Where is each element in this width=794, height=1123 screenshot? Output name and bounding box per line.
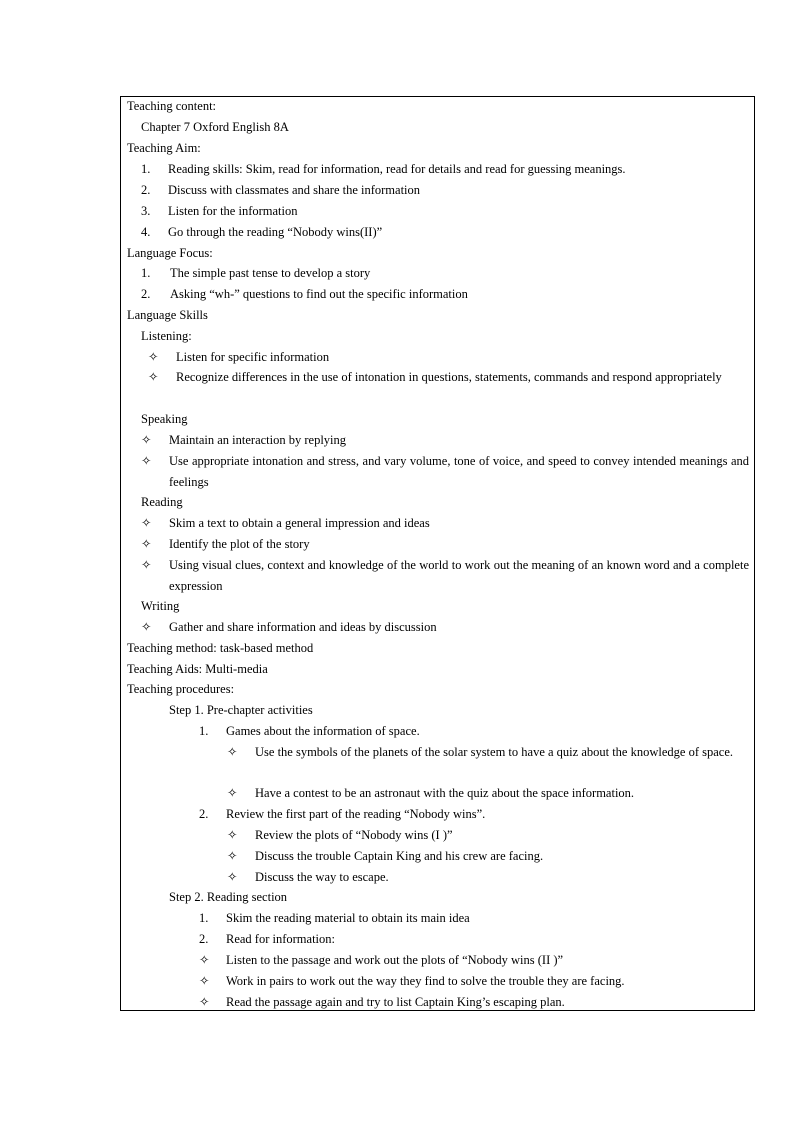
diamond-bullet-icon: ✧ bbox=[227, 870, 238, 884]
diamond-bullet-icon: ✧ bbox=[227, 786, 238, 800]
step1-sub-2: Have a contest to be an astronaut with the quiz about the space information. bbox=[255, 786, 635, 800]
diamond-bullet-icon: ✧ bbox=[148, 350, 159, 364]
focus-item-2: Asking “wh-” questions to find out the specific information bbox=[170, 287, 468, 301]
step2-num-1: 1. bbox=[199, 911, 209, 925]
aim-item-4: Go through the reading “Nobody wins(II)” bbox=[168, 225, 383, 239]
step1-item-2: Review the first part of the reading “Nobody wins”. bbox=[226, 807, 486, 821]
step2-item-2: Read for information: bbox=[226, 932, 335, 946]
teaching-method: Teaching method: task-based method bbox=[127, 641, 314, 655]
aim-item-2: Discuss with classmates and share the information bbox=[168, 183, 421, 197]
step2-item-1: Skim the reading material to obtain its main idea bbox=[226, 911, 470, 925]
diamond-bullet-icon: ✧ bbox=[141, 558, 152, 572]
step2-bullet-2: Work in pairs to work out the way they find to solve the trouble they are facing. bbox=[226, 974, 625, 988]
step2-title: Step 2. Reading section bbox=[169, 890, 288, 904]
teaching-content-value: Chapter 7 Oxford English 8A bbox=[141, 120, 289, 134]
teaching-aim-label: Teaching Aim: bbox=[127, 141, 201, 155]
diamond-bullet-icon: ✧ bbox=[227, 745, 238, 759]
speaking-item-2: Use appropriate intonation and stress, and vary volume, tone of voice, and speed to convey intended meanings and feelings bbox=[169, 454, 749, 489]
aim-num-2: 2. bbox=[141, 183, 151, 197]
teaching-procedures-label: Teaching procedures: bbox=[127, 682, 235, 696]
aim-num-4: 4. bbox=[141, 225, 151, 239]
aim-item-1: Reading skills: Skim, read for information, read for details and read for guessing meanings. bbox=[168, 162, 626, 176]
listening-item-2: Recognize differences in the use of intonation in questions, statements, commands and respond appropriately bbox=[176, 370, 722, 384]
writing-label: Writing bbox=[141, 599, 180, 613]
step1-num-1: 1. bbox=[199, 724, 209, 738]
focus-num-2: 2. bbox=[141, 287, 151, 301]
diamond-bullet-icon: ✧ bbox=[148, 370, 159, 384]
diamond-bullet-icon: ✧ bbox=[141, 620, 152, 634]
focus-item-1: The simple past tense to develop a story bbox=[170, 266, 371, 280]
speaking-item-1: Maintain an interaction by replying bbox=[169, 433, 347, 447]
diamond-bullet-icon: ✧ bbox=[141, 537, 152, 551]
diamond-bullet-icon: ✧ bbox=[199, 953, 210, 967]
diamond-bullet-icon: ✧ bbox=[227, 849, 238, 863]
language-focus-label: Language Focus: bbox=[127, 246, 213, 260]
aim-num-3: 3. bbox=[141, 204, 151, 218]
step1-num-2: 2. bbox=[199, 807, 209, 821]
diamond-bullet-icon: ✧ bbox=[141, 433, 152, 447]
aim-item-3: Listen for the information bbox=[168, 204, 298, 218]
diamond-bullet-icon: ✧ bbox=[227, 828, 238, 842]
reading-item-2: Identify the plot of the story bbox=[169, 537, 310, 551]
diamond-bullet-icon: ✧ bbox=[141, 516, 152, 530]
step1-sub-5: Discuss the way to escape. bbox=[255, 870, 389, 884]
reading-item-3: Using visual clues, context and knowledge of the world to work out the meaning of an known word and a complete expression bbox=[169, 558, 749, 593]
step1-title: Step 1. Pre-chapter activities bbox=[169, 703, 313, 717]
diamond-bullet-icon: ✧ bbox=[199, 995, 210, 1009]
diamond-bullet-icon: ✧ bbox=[141, 454, 152, 468]
teaching-aids: Teaching Aids: Multi-media bbox=[127, 662, 268, 676]
step1-item-1: Games about the information of space. bbox=[226, 724, 420, 738]
step1-sub-3: Review the plots of “Nobody wins (I )” bbox=[255, 828, 453, 842]
focus-num-1: 1. bbox=[141, 266, 151, 280]
speaking-label: Speaking bbox=[141, 412, 188, 426]
reading-item-1: Skim a text to obtain a general impression and ideas bbox=[169, 516, 430, 530]
listening-item-1: Listen for specific information bbox=[176, 350, 330, 364]
writing-item-1: Gather and share information and ideas by discussion bbox=[169, 620, 437, 634]
step2-bullet-1: Listen to the passage and work out the plots of “Nobody wins (II )” bbox=[226, 953, 564, 967]
diamond-bullet-icon: ✧ bbox=[199, 974, 210, 988]
step2-num-2: 2. bbox=[199, 932, 209, 946]
teaching-content-label: Teaching content: bbox=[127, 99, 217, 113]
step1-sub-1: Use the symbols of the planets of the solar system to have a quiz about the knowledge of space. bbox=[255, 745, 734, 759]
step2-bullet-3: Read the passage again and try to list Captain King’s escaping plan. bbox=[226, 995, 565, 1009]
listening-label: Listening: bbox=[141, 329, 192, 343]
reading-label: Reading bbox=[141, 495, 183, 509]
step1-sub-4: Discuss the trouble Captain King and his crew are facing. bbox=[255, 849, 544, 863]
aim-num-1: 1. bbox=[141, 162, 151, 176]
language-skills-label: Language Skills bbox=[127, 308, 208, 322]
